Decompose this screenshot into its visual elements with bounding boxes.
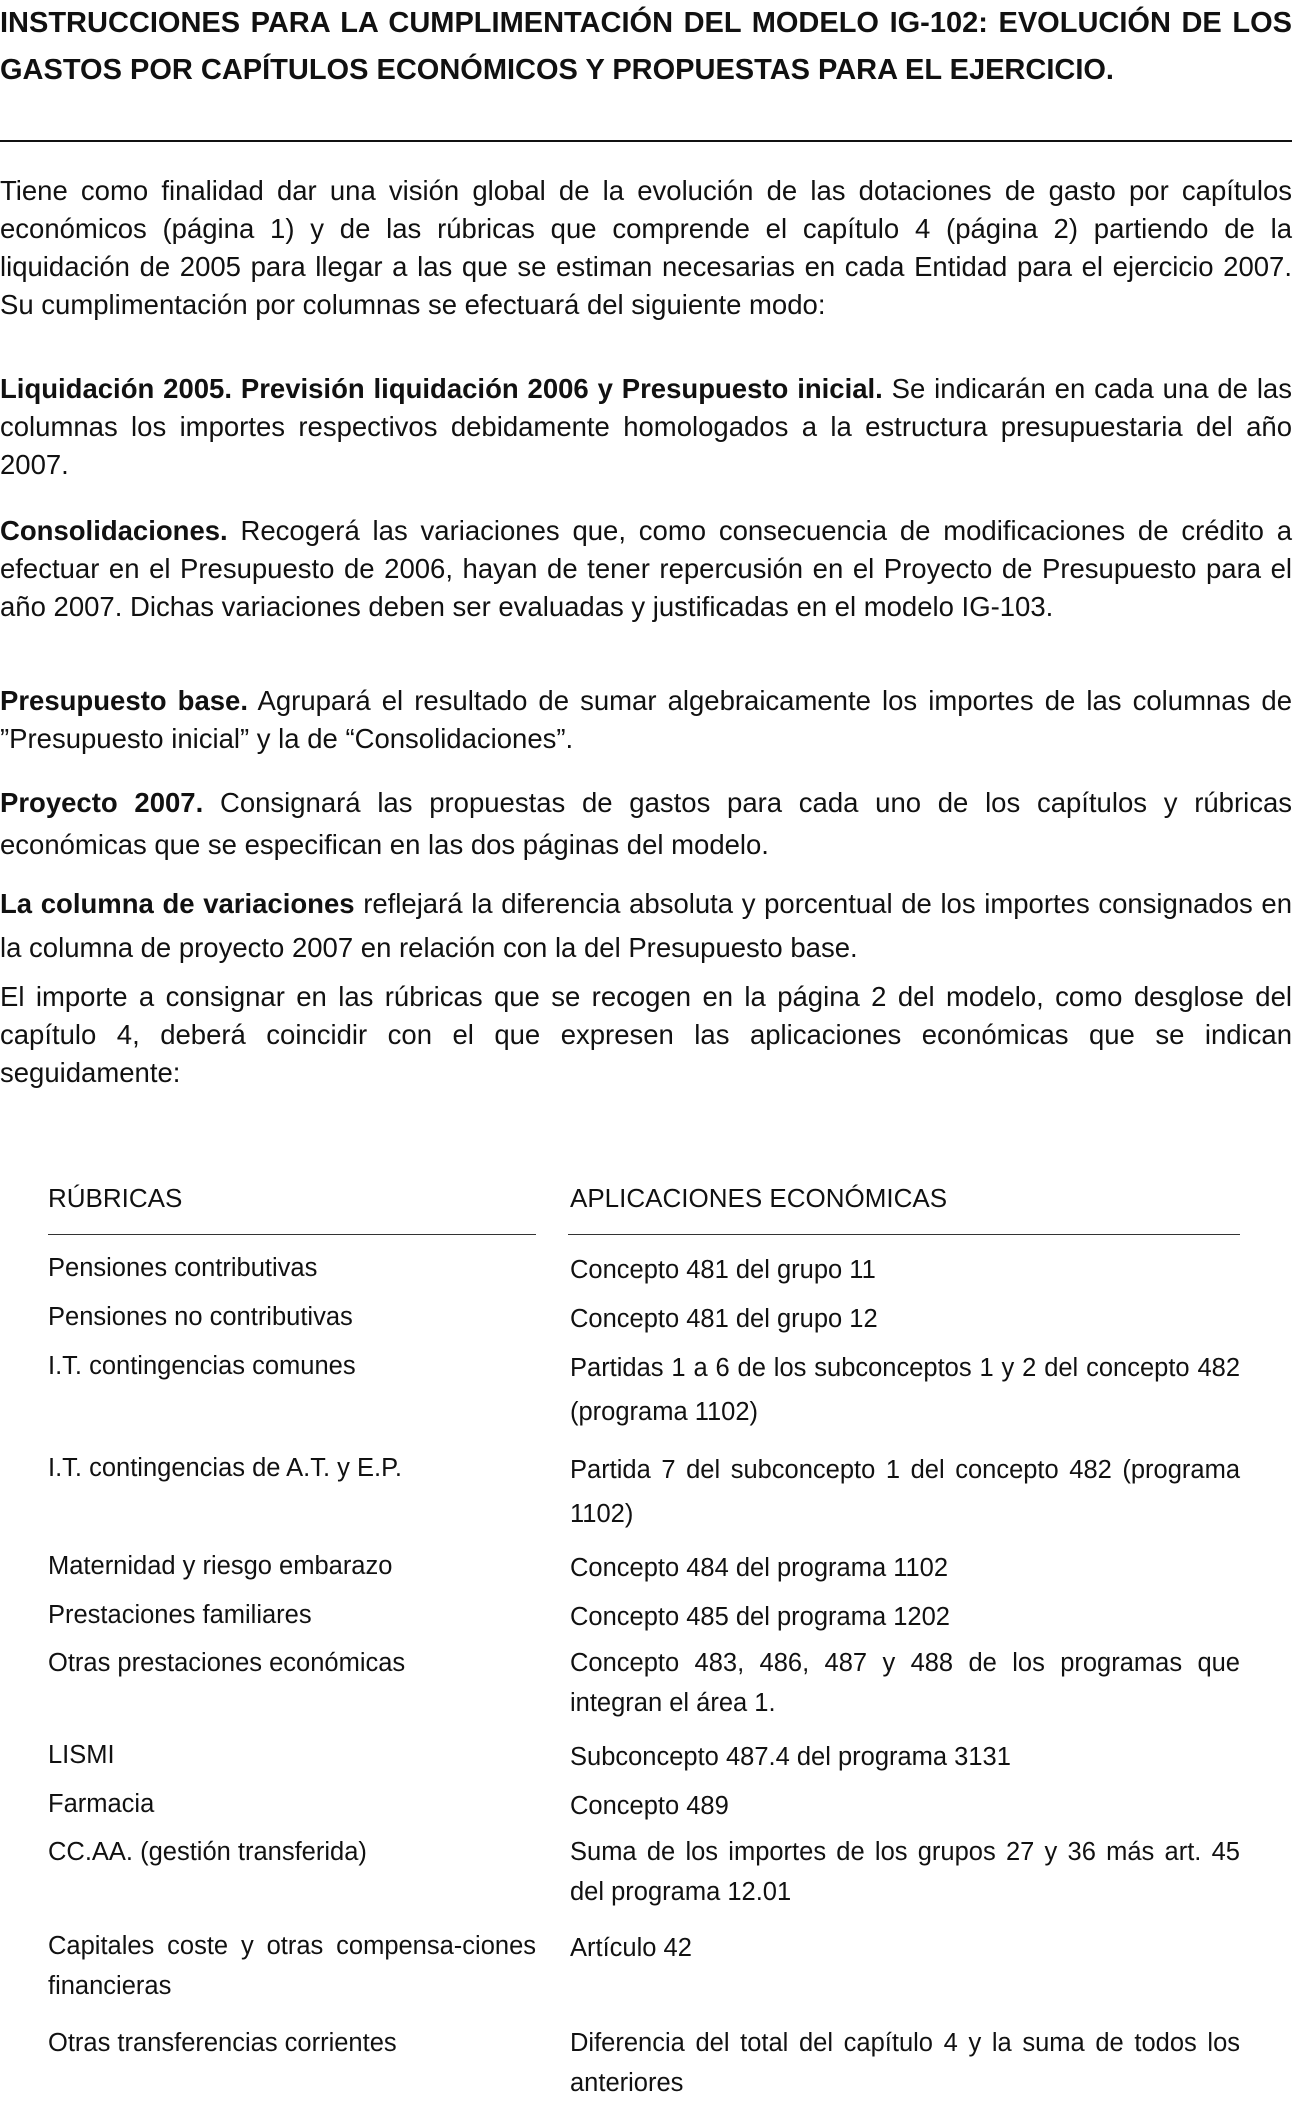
aplicacion-cell: Diferencia del total del capítulo 4 y la suma de todos los anteriores [570, 2029, 1240, 2097]
consolidaciones-term: Consolidaciones. [0, 515, 228, 546]
intro-paragraph: Tiene como finalidad dar una visión global de la evolución de las dotaciones de gasto por capítulos económicos (página 1) y de las rúbricas que comprende el capítulo 4 (página 2) partiendo de la liquidación de 2005 para llegar a las que se estiman necesarias en cada Entidad para el ejercicio 2007. Su cumplimentación por columnas se efectuará del siguiente modo: [0, 175, 1292, 320]
aplicacion-cell: Concepto 481 del grupo 12 [570, 1305, 878, 1333]
rubrica-cell: Farmacia [48, 1790, 155, 1818]
aplicacion-cell: Partida 7 del subconcepto 1 del concepto 482 (programa 1102) [570, 1456, 1240, 1528]
header-rubricas: RÚBRICAS [48, 1183, 183, 1213]
liquidacion-text: Se indicarán en cada una de las columnas los importes respectivos debidamente homologados a la estructura presupuestaria del año 2007. [0, 373, 1292, 480]
aplicacion-cell: Concepto 483, 486, 487 y 488 de los programas que integran el área 1. [570, 1649, 1240, 1717]
header-aplicaciones: APLICACIONES ECONÓMICAS [570, 1183, 948, 1213]
aplicacion-cell: Artículo 42 [570, 1934, 692, 1962]
consolidaciones-text: Recogerá las variaciones que, como consecuencia de modificaciones de crédito a efectuar en el Presupuesto de 2006, hayan de tener repercusión en el Proyecto de Presupuesto para el año 2007. Dichas variaciones deben ser evaluadas y justificadas en el modelo IG-103. [0, 515, 1292, 622]
header-rule-left [48, 1234, 536, 1235]
rubrica-cell: Capitales coste y otras compensa-ciones financieras [48, 1932, 536, 2000]
aplicacion-cell: Subconcepto 487.4 del programa 3131 [570, 1743, 1011, 1771]
proyecto-paragraph [0, 782, 1292, 866]
aplicacion-cell: Partidas 1 a 6 de los subconceptos 1 y 2 del concepto 482 (programa 1102) [570, 1354, 1240, 1426]
presupuesto-base-paragraph [0, 682, 1292, 758]
presupuesto-base-text: Agrupará el resultado de sumar algebraicamente los importes de las columnas de ”Presupuesto inicial” y la de “Consolidaciones”. [0, 685, 1292, 754]
header-rule-right [568, 1234, 1240, 1235]
rubrica-cell: I.T. contingencias comunes [48, 1352, 356, 1380]
rubrica-cell: Otras prestaciones económicas [48, 1649, 406, 1677]
presupuesto-base-term: Presupuesto base. [0, 685, 248, 716]
rubrica-cell: LISMI [48, 1741, 115, 1769]
title-underline [0, 140, 1292, 142]
importe-paragraph: El importe a consignar en las rúbricas que se recogen en la página 2 del modelo, como desglose del capítulo 4, deberá coincidir con el que expresen las aplicaciones económicas que se indican seguidamente: [0, 981, 1292, 1088]
rubrica-cell: CC.AA. (gestión transferida) [48, 1838, 367, 1866]
rubrica-cell: Prestaciones familiares [48, 1601, 312, 1629]
aplicacion-cell: Concepto 485 del programa 1202 [570, 1603, 950, 1631]
rubrica-cell: I.T. contingencias de A.T. y E.P. [48, 1454, 402, 1482]
variaciones-text: reflejará la diferencia absoluta y porcentual de los importes consignados en la columna de proyecto 2007 en relación con la del Presupuesto base. [0, 888, 1292, 963]
aplicacion-cell: Concepto 484 del programa 1102 [570, 1554, 949, 1582]
document-title: INSTRUCCIONES PARA LA CUMPLIMENTACIÓN DEL MODELO IG-102: EVOLUCIÓN DE LOS GASTOS POR CAPÍTULOS ECONÓMICOS Y PROPUESTAS PARA EL EJERCICIO. [0, 7, 1292, 86]
variaciones-term: La columna de variaciones [0, 888, 355, 919]
proyecto-term: Proyecto 2007. [0, 787, 204, 818]
aplicacion-cell: Concepto 481 del grupo 11 [570, 1256, 876, 1284]
rubrica-cell: Pensiones no contributivas [48, 1303, 353, 1331]
aplicacion-cell: Concepto 489 [570, 1792, 729, 1820]
liquidacion-term: Liquidación 2005. Previsión liquidación 2006 y Presupuesto inicial. [0, 373, 883, 404]
rubrica-cell: Otras transferencias corrientes [48, 2029, 397, 2057]
rubrica-cell: Maternidad y riesgo embarazo [48, 1552, 393, 1580]
consolidaciones-paragraph [0, 512, 1292, 626]
rubrica-cell: Pensiones contributivas [48, 1254, 318, 1282]
liquidacion-paragraph [0, 370, 1292, 484]
aplicacion-cell: Suma de los importes de los grupos 27 y 36 más art. 45 del programa 12.01 [570, 1838, 1240, 1906]
proyecto-text: Consignará las propuestas de gastos para cada uno de los capítulos y rúbricas económicas que se especifican en las dos páginas del modelo. [0, 787, 1293, 860]
variaciones-paragraph [0, 882, 1292, 970]
